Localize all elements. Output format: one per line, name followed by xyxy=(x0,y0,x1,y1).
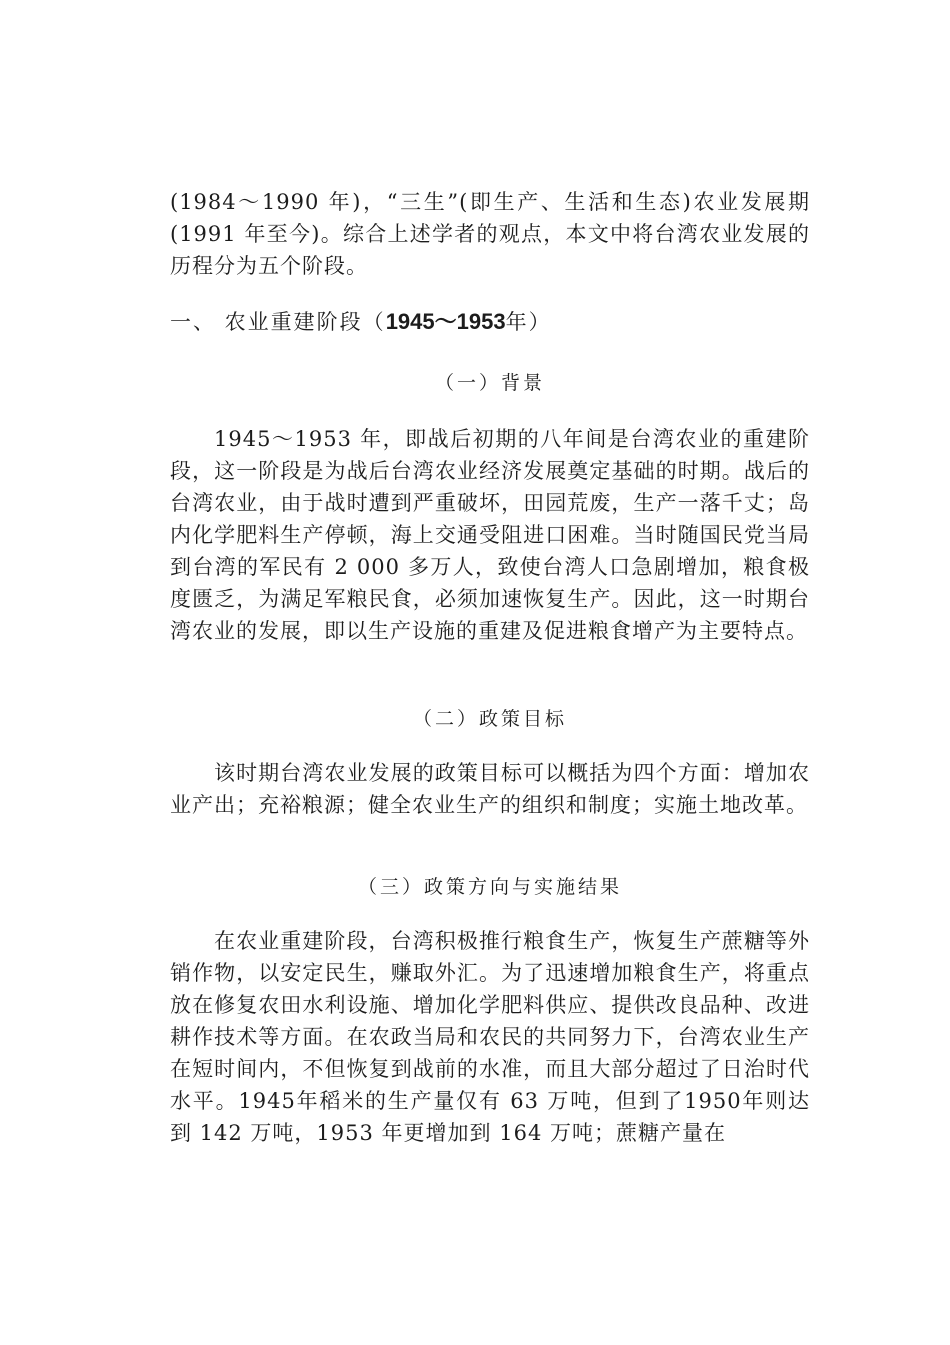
section-heading-years: 1945～1953 xyxy=(385,309,506,334)
subsection-title-policy-direction: （三）政策方向与实施结果 xyxy=(357,876,622,898)
subsection-title-background: （一）背景 xyxy=(434,372,545,394)
policy-goals-paragraph: 该时期台湾农业发展的政策目标可以概括为四个方面：增加农业产出；充裕粮源；健全农业生产的组织和制度；实施土地改革。 xyxy=(170,761,810,817)
section-heading-suffix: 年） xyxy=(505,310,552,334)
section-heading xyxy=(170,306,810,338)
background-paragraph: 1945～1953 年，即战后初期的八年间是台湾农业的重建阶段，这一阶段是为战后台湾农业经济发展奠定基础的时期。战后的台湾农业，由于战时遭到严重破坏，田园荒废，生产一落千丈；岛内化学肥料生产停顿，海上交通受阻进口困难。当时随国民党当局到台湾的军民有 2 000 多万人，致使台湾人口急剧增加，粮食极度匮乏，为满足军粮民食，必须加速恢复生产。因此，这一时期台湾农业的发展，即以生产设施的重建及促进粮食增产为主要特点。 xyxy=(170,427,810,643)
intro-paragraph: (1984～1990 年)，“三生”(即生产、生活和生态)农业发展期(1991 年至今)。综合上述学者的观点，本文中将台湾农业发展的历程分为五个阶段。 xyxy=(170,190,810,278)
subsection-title-policy-goals: （二）政策目标 xyxy=(412,708,567,730)
section-heading-prefix: 一、 农业重建阶段（ xyxy=(170,310,386,334)
policy-direction-paragraph: 在农业重建阶段，台湾积极推行粮食生产，恢复生产蔗糖等外销作物，以安定民生，赚取外汇。为了迅速增加粮食生产，将重点放在修复农田水利设施、增加化学肥料供应、提供改良品种、改进耕作技术等方面。在农政当局和农民的共同努力下，台湾农业生产在短时间内，不但恢复到战前的水准，而且大部分超过了日治时代水平。1945年稻米的生产量仅有 63 万吨，但到了1950年则达到 142 万吨，1953 年更增加到 164 万吨；蔗糖产量在 xyxy=(170,929,810,1145)
